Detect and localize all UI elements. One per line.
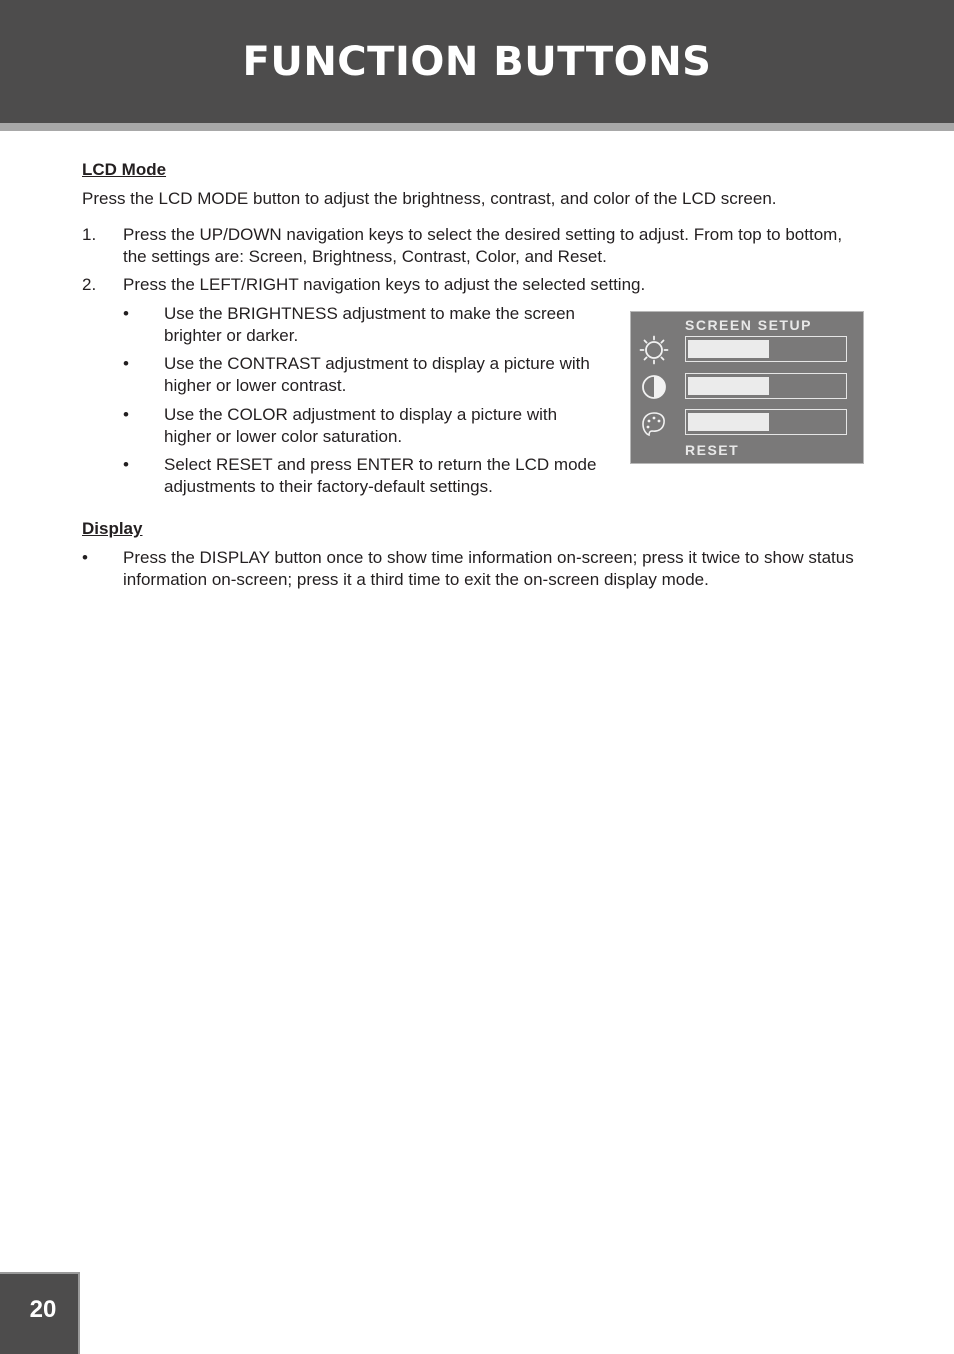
contrast-level-fill: [688, 377, 769, 395]
screen-setup-title: SCREEN SETUP: [685, 317, 812, 333]
step-text: Press the LEFT/RIGHT navigation keys to adjust the selected setting.: [123, 275, 646, 294]
bullet-marker: •: [123, 455, 129, 474]
page-number-tab: [0, 1272, 80, 1354]
step-text: Press the UP/DOWN navigation keys to select the desired setting to adjust. From top to bottom, the settings are: Screen, Brightness, Contrast, Color, and Reset.: [123, 225, 843, 266]
color-level-bar: [685, 409, 847, 435]
step-number: 1.: [82, 225, 97, 244]
bullet-reset: Select RESET and press ENTER to return the LCD mode adjustments to their factory-default settings.: [164, 455, 597, 496]
page-number: 20: [29, 1296, 57, 1323]
display-bullet: Press the DISPLAY button once to show time information on-screen; press it twice to show status information on-screen; press it a third time to exit the on-screen display mode.: [123, 548, 854, 589]
bullet-marker: •: [82, 548, 88, 567]
bullet-marker: •: [123, 405, 129, 424]
page-title: FUNCTION BUTTONS: [242, 39, 712, 85]
brightness-level-bar: [685, 336, 847, 362]
header-rule: [0, 123, 954, 131]
color-icon: [639, 409, 669, 439]
brightness-icon: [639, 335, 669, 365]
lcd-mode-heading: LCD Mode: [82, 160, 167, 179]
brightness-level-fill: [688, 340, 769, 358]
color-level-fill: [688, 413, 769, 431]
bullet-marker: •: [123, 304, 129, 323]
step-number: 2.: [82, 275, 97, 294]
lcd-mode-intro: Press the LCD MODE button to adjust the brightness, contrast, and color of the LCD screen.: [82, 189, 777, 208]
reset-option: RESET: [685, 442, 740, 458]
display-heading: Display: [82, 519, 143, 538]
contrast-level-bar: [685, 373, 847, 399]
bullet-marker: •: [123, 354, 129, 373]
bullet-contrast: Use the CONTRAST adjustment to display a picture with higher or lower contrast.: [164, 354, 590, 395]
bullet-color: Use the COLOR adjustment to display a picture with higher or lower color saturation.: [164, 405, 558, 446]
bullet-brightness: Use the BRIGHTNESS adjustment to make the screen brighter or darker.: [164, 304, 576, 345]
screen-setup-menu: [630, 311, 864, 464]
contrast-icon: [639, 372, 669, 402]
